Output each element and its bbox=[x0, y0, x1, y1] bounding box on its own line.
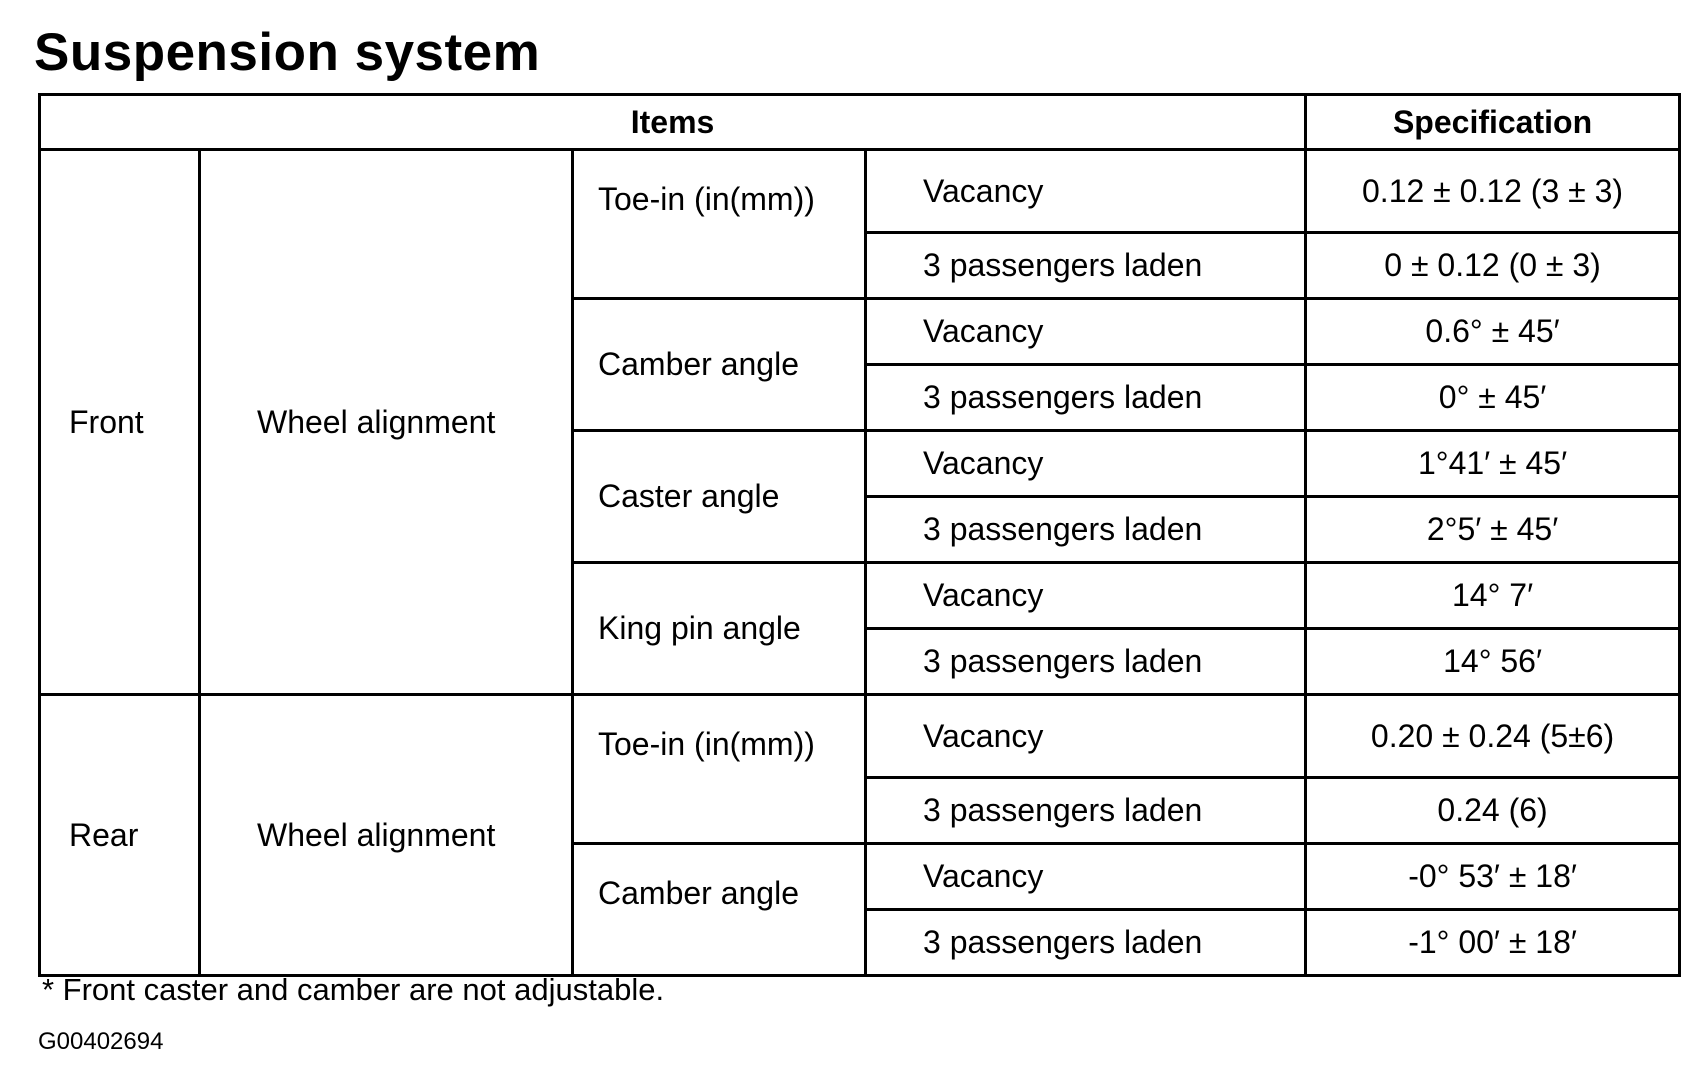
figure-code: G00402694 bbox=[38, 1028, 164, 1055]
category-cell: Wheel alignment bbox=[200, 695, 573, 976]
footnote: * Front caster and camber are not adjustable. bbox=[42, 972, 665, 1007]
table-row bbox=[40, 695, 1680, 778]
condition-cell: 3 passengers laden bbox=[866, 629, 1306, 695]
item-cell: Toe-in (in(mm)) bbox=[573, 150, 866, 299]
spec-cell: 2°5′ ± 45′ bbox=[1306, 497, 1680, 563]
item-cell: Toe-in (in(mm)) bbox=[573, 695, 866, 844]
condition-cell: Vacancy bbox=[866, 431, 1306, 497]
item-cell: King pin angle bbox=[573, 563, 866, 695]
condition-cell: 3 passengers laden bbox=[866, 910, 1306, 976]
position-cell-front: Front bbox=[40, 150, 200, 695]
spec-cell: 14° 7′ bbox=[1306, 563, 1680, 629]
spec-cell: 0.6° ± 45′ bbox=[1306, 299, 1680, 365]
item-cell: Caster angle bbox=[573, 431, 866, 563]
spec-cell: 0° ± 45′ bbox=[1306, 365, 1680, 431]
table-header-row bbox=[40, 95, 1680, 150]
condition-cell: Vacancy bbox=[866, 563, 1306, 629]
spec-cell: 0 ± 0.12 (0 ± 3) bbox=[1306, 233, 1680, 299]
category-cell: Wheel alignment bbox=[200, 150, 573, 695]
page-title: Suspension system bbox=[34, 23, 541, 82]
spec-cell: 1°41′ ± 45′ bbox=[1306, 431, 1680, 497]
spec-cell: 14° 56′ bbox=[1306, 629, 1680, 695]
condition-cell: Vacancy bbox=[866, 695, 1306, 778]
condition-cell: 3 passengers laden bbox=[866, 233, 1306, 299]
item-cell: Camber angle bbox=[573, 299, 866, 431]
spec-cell: 0.20 ± 0.24 (5±6) bbox=[1306, 695, 1680, 778]
condition-cell: 3 passengers laden bbox=[866, 365, 1306, 431]
spec-cell: -1° 00′ ± 18′ bbox=[1306, 910, 1680, 976]
condition-cell: 3 passengers laden bbox=[866, 778, 1306, 844]
items-header: Items bbox=[40, 95, 1306, 150]
specification-header: Specification bbox=[1306, 95, 1680, 150]
spec-cell: 0.12 ± 0.12 (3 ± 3) bbox=[1306, 150, 1680, 233]
position-cell-rear: Rear bbox=[40, 695, 200, 976]
spec-cell: 0.24 (6) bbox=[1306, 778, 1680, 844]
spec-cell: -0° 53′ ± 18′ bbox=[1306, 844, 1680, 910]
suspension-spec-table bbox=[38, 93, 1681, 977]
item-cell: Camber angle bbox=[573, 844, 866, 976]
condition-cell: 3 passengers laden bbox=[866, 497, 1306, 563]
condition-cell: Vacancy bbox=[866, 299, 1306, 365]
condition-cell: Vacancy bbox=[866, 844, 1306, 910]
table-row bbox=[40, 150, 1680, 233]
condition-cell: Vacancy bbox=[866, 150, 1306, 233]
